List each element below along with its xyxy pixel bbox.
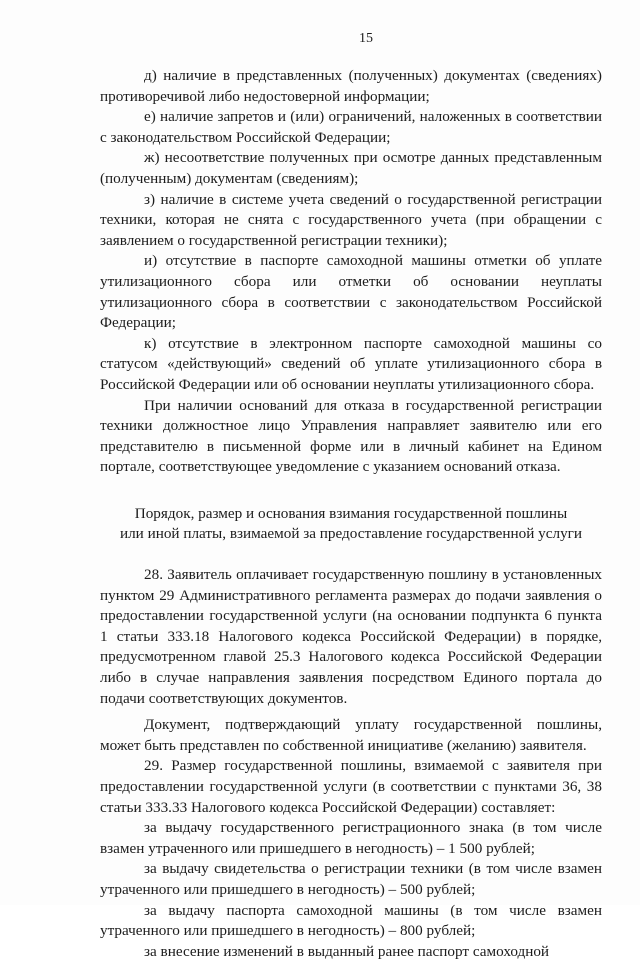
fee-item-machine-passport: за выдачу паспорта самоходной машины (в том числе взамен утраченного или пришедшего в негодность) – 800 рублей; (100, 901, 602, 940)
section-heading-line-1: Порядок, размер и основания взимания государственной пошлины (134, 504, 568, 522)
paragraph-item-d: д) наличие в представленных (полученных) документах (сведениях) противоречивой либо недостоверной информации; (100, 67, 602, 105)
paragraph-item-z: з) наличие в системе учета сведений о государственной регистрации техники, которая не снята с государственного учета (при обращении с заявлением о государственной регистрации техники); (100, 190, 602, 249)
fee-item-passport-changes: за внесение изменений в выданный ранее паспорт самоходной (144, 942, 550, 960)
paragraph-item-zh: ж) несоответствие полученных при осмотре данных представленным (полученным) документам (сведениям); (100, 149, 602, 187)
paragraph-payment-document: Документ, подтверждающий уплату государственной пошлины, может быть представлен по собственной инициативе (желанию) заявителя. (100, 716, 602, 754)
section-heading (100, 504, 602, 545)
paragraph-item-k: к) отсутствие в электронном паспорте самоходной машины со статусом «действующий» сведений об уплате утилизационного сбора в Российской Федерации или об основании неуплаты утилизационного сбора. (100, 334, 602, 393)
paragraph-refusal-notice: При наличии оснований для отказа в государственной регистрации техники должностное лицо Управления направляет заявителю или его представителю в письменной форме или в личный кабинет на Едином портале, соответствующее уведомление с указанием оснований отказа. (100, 396, 602, 476)
paragraph-item-e: е) наличие запретов и (или) ограничений, наложенных в соответствии с законодательством Российской Федерации; (100, 108, 602, 146)
paragraph-28: 28. Заявитель оплачивает государственную пошлину в установленных пунктом 29 Административного регламента размерах до подачи заявления о предоставлении государственной услуги (на основании подпункта 6 пункта 1 статьи 333.18 Налогового кодекса Российской Федерации) в порядке, предусмотренном главой 25.3 Налогового кодекса Российской Федерации либо в случае направления заявления посредством Единого портала до подачи соответствующих документов. (100, 566, 602, 707)
paragraph-29: 29. Размер государственной пошлины, взимаемой с заявителя при предоставлении государственной услуги (в соответствии с пунктами 36, 38 статьи 333.33 Налогового кодекса Российской Федерации) составляет: (100, 757, 602, 816)
page-number: 15 (359, 31, 373, 46)
fee-item-registration-plate: за выдачу государственного регистрационного знака (в том числе взамен утраченного или пришедшего в негодность) – 1 500 рублей; (100, 819, 602, 857)
fee-item-registration-certificate: за выдачу свидетельства о регистрации техники (в том числе взамен утраченного или пришедшего в негодность) – 500 рублей; (100, 860, 602, 898)
paragraph-item-i: и) отсутствие в паспорте самоходной машины отметки об уплате утилизационного сбора или отметки об основании неуплаты утилизационного сбора в соответствии с законодательством Российской Федерации; (100, 252, 602, 332)
section-heading-line-2: или иной платы, взимаемой за предоставление государственной услуги (119, 525, 583, 543)
